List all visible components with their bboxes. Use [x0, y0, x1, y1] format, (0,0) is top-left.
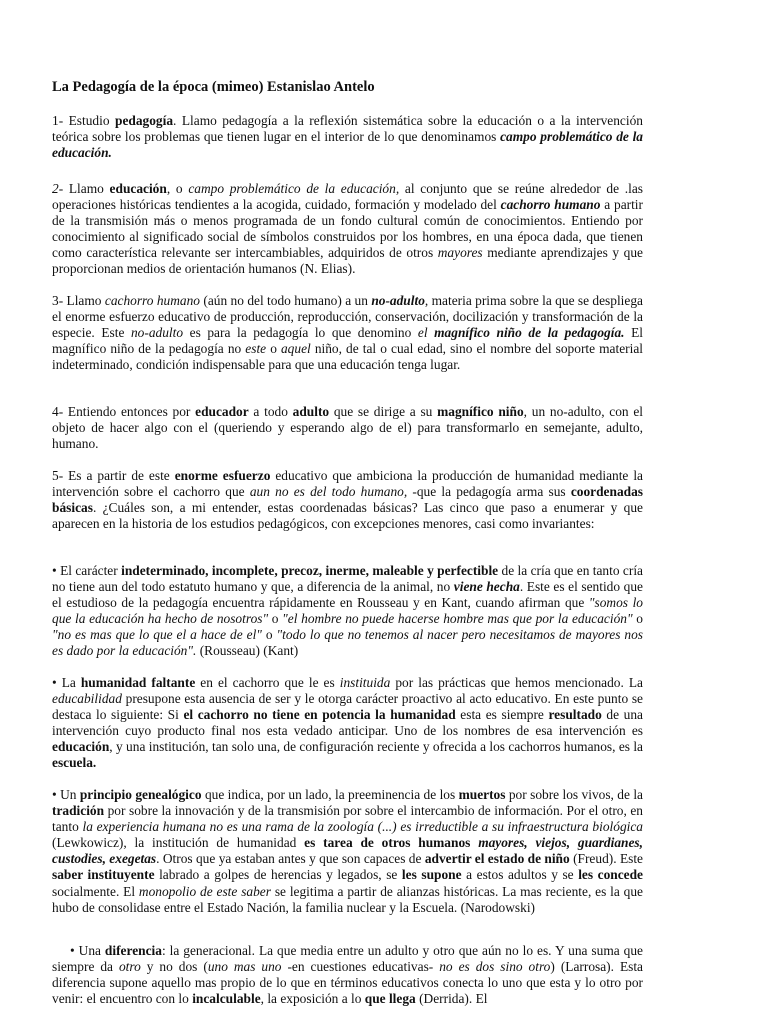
text-run: . Otros que ya estaban antes y que son capaces de: [156, 851, 425, 867]
text-run: el cachorro no tiene en potencia la humanidad: [183, 707, 456, 723]
text-run: les supone: [401, 867, 462, 883]
text-run: a todo: [248, 404, 293, 419]
text-run: la experiencia humana no es una rama de la zoología (...) es irreductible a su infraestructura biológica: [82, 819, 643, 835]
paragraph-5-coordenadas: [52, 468, 643, 532]
text-run: cachorro humano: [500, 197, 601, 213]
text-run: les concede: [578, 867, 643, 883]
text-run: , un no-adulto, con el objeto de hacer algo con el (queriendo y esperando algo de el) para transformarlo en semejante, adulto, humano.: [52, 404, 643, 452]
text-run: ) (Larrosa). Esta diferencia supone aquello mas propio de lo que en términos educativos conecta lo uno que esta y lo otro por venir: el encuentro con lo: [52, 959, 643, 1007]
text-run: el: [417, 325, 435, 341]
paragraph-3-cachorro-humano: [52, 293, 643, 373]
paragraph-9-diferencia: [52, 943, 643, 1007]
text-run: "todo lo que no tenemos al nacer pero necesitamos de mayores nos es dado por la educación".: [52, 627, 644, 659]
text-run: monopolio de este saber: [138, 883, 271, 899]
text-run: es tarea de otros humanos: [304, 835, 471, 851]
text-run: , y una institución, tan solo una, de configuración reciente y ofrecida a los cachorros humanos, es la: [109, 739, 643, 755]
text-run: pedagogía: [115, 113, 174, 128]
text-run: otro: [118, 959, 141, 975]
text-run: educativo que ambiciona la producción de humanidad mediante la intervención sobre el cachorro que: [52, 468, 644, 500]
text-run: (Derrida). El: [415, 991, 488, 1007]
text-run: resultado: [548, 707, 602, 723]
text-run: aquel: [280, 341, 311, 357]
text-run: mayores: [437, 245, 483, 261]
text-run: a partir de la transmisión más o menos programada de un fondo cultural común de conocimientos. Entiendo por conocimiento al significado social de símbolos construidos por los hombres, en una época dada, que tienen como característica relevante ser intercambiables, adquiridos de otros: [52, 197, 643, 261]
paragraph-4-educador: [52, 404, 643, 452]
text-run: , la exposición a lo: [260, 991, 365, 1007]
text-run: , materia prima sobre la que se despliega el enorme esfuerzo educativo de producción, reproducción, conservación, docilización y transformación de la especie. Este: [52, 293, 643, 341]
text-run: magnífico niño: [437, 404, 524, 419]
text-run: coordenadas básicas: [52, 484, 643, 516]
paragraph-7-humanidad-faltante: [52, 675, 643, 772]
text-run: niño, de tal o cual edad, sino el nombre del soporte material indeterminado, condición indispensable para que una educación tenga lugar.: [52, 341, 644, 373]
text-run: educación: [52, 739, 110, 755]
text-run: 1- Estudio: [52, 113, 115, 128]
text-run: , o: [166, 181, 189, 196]
text-run: (Freud). Este: [569, 851, 643, 867]
text-run: campo problemático de la educación,: [188, 181, 400, 196]
text-run: a estos adultos y se: [461, 867, 579, 883]
text-run: . Este es el sentido que el estudioso de la pedagogía encuentra rápidamente en Rousseau y en Kant, cuando afirman que: [52, 579, 643, 611]
text-run: advertir el estado de niño: [424, 851, 570, 867]
text-run: de la cría que en tanto cría no tiene aun del todo estatuto humano y que, a diferencia de la animal, no: [52, 563, 643, 595]
text-run: educador: [195, 404, 249, 419]
text-run: mayores, viejos, guardianes, custodies, exegetas: [52, 835, 643, 867]
text-run: o: [266, 341, 281, 357]
text-run: campo problemático de la educación.: [52, 129, 644, 161]
paragraph-1-estudio-pedagogia: [52, 113, 643, 161]
text-run: socialmente. El: [52, 883, 139, 899]
text-run: principio genealógico: [79, 787, 202, 802]
text-run: -en cuestiones educativas-: [281, 959, 440, 975]
text-run: humanidad faltante: [80, 675, 196, 690]
text-run: . ¿Cuáles son, a mi entender, estas coordenadas básicas? Las cinco que paso a enumerar y que aparecen en la historia de los estudios pedagógicos, con excepciones menores, casi como invariantes:: [52, 500, 643, 532]
paragraph-2-educacion: [52, 181, 643, 278]
text-run: tradición: [52, 803, 105, 819]
text-run: 4- Entiendo entonces por: [52, 404, 196, 419]
text-run: magnífico niño de la pedagogía.: [434, 325, 625, 341]
text-run: no-adulto: [371, 293, 425, 308]
text-run: educación: [109, 181, 167, 196]
text-run: viene hecha: [453, 579, 520, 595]
text-run: (Rousseau) (Kant): [196, 643, 299, 659]
document-title: La Pedagogía de la época (mimeo) Estanislao Antelo: [52, 79, 375, 95]
text-run: adulto: [292, 404, 330, 419]
text-run: y no dos (: [140, 959, 208, 975]
text-run: . Llamo pedagogía a la reflexión sistemática sobre la educación o a la intervención teórica sobre los problemas que tienen lugar en el interior de lo que denominamos: [52, 113, 643, 145]
text-run: que llega: [364, 991, 416, 1007]
text-run: educabilidad: [52, 691, 122, 707]
text-run: "somos lo que la educación ha hecho de nosotros": [52, 595, 643, 627]
text-run: diferencia: [104, 943, 162, 958]
text-run: muertos: [458, 787, 506, 802]
text-run: El magnífico niño de la pedagogía no: [52, 325, 643, 357]
paragraph-6-indeterminado: [52, 563, 643, 660]
text-run: es para la pedagogía lo que denomino: [183, 325, 418, 341]
text-run: o: [261, 627, 277, 643]
text-run: • Una: [70, 943, 105, 958]
text-run: en el cachorro que le es: [195, 675, 340, 690]
text-run: (aún no del todo humano) a un: [200, 293, 372, 308]
text-run: 5- Es a partir de este: [52, 468, 175, 483]
text-run: por sobre la innovación y de la transmisión por sobre el intercambio de información. Por el otro, en tanto: [52, 803, 643, 835]
text-run: enorme esfuerzo: [174, 468, 271, 483]
text-run: que indica, por un lado, la preeminencia de los: [201, 787, 459, 802]
text-run: Llamo: [68, 181, 110, 196]
text-run: 2-: [52, 181, 69, 196]
text-run: • El carácter: [52, 563, 122, 578]
text-run: no es dos sino otro: [439, 959, 551, 975]
text-run: "no es mas que lo que el a hace de el": [52, 627, 262, 643]
text-run: • Un: [52, 787, 80, 802]
text-run: esta es siempre: [455, 707, 549, 723]
text-run: [470, 835, 478, 850]
paragraph-8-principio-genealogico: [52, 787, 643, 916]
text-run: indeterminado, incomplete, precoz, inerme, maleable y perfectible: [121, 563, 499, 578]
text-run: labrado a golpes de herencias y legados, se: [154, 867, 402, 883]
text-run: se legitima a partir de alianzas históricas. La mas reciente, es la que hubo de consolidase entre el Estado Nación, la familia nuclear y la Escuela. (Narodowski): [52, 883, 643, 915]
text-run: saber instituyente: [52, 867, 155, 883]
text-run: uno mas uno: [207, 959, 282, 975]
text-run: escuela.: [52, 755, 97, 771]
text-run: o: [632, 611, 643, 627]
text-run: de una intervención cuyo producto final nos esta vedado anticipar. Uno de los nombres de esa intervención es: [52, 707, 643, 739]
text-run: este: [245, 341, 267, 357]
text-run: 3- Llamo: [52, 293, 105, 308]
text-run: no-adulto: [130, 325, 184, 341]
text-run: aun no es del todo humano,: [249, 484, 408, 500]
text-run: : la generacional. La que media entre un adulto y otro que aún no lo es. Y una suma que siempre da: [52, 943, 643, 975]
text-run: cachorro humano: [104, 293, 200, 308]
text-run: que se dirige a su: [329, 404, 438, 419]
text-run: por las prácticas que hemos mencionado. La: [390, 675, 643, 690]
text-run: incalculable: [192, 991, 261, 1007]
text-run: presupone esta ausencia de ser y le otorga carácter proactivo al acto educativo. En este punto se destaca lo siguiente: Si: [52, 691, 643, 723]
text-run: al conjunto que se reúne alrededor de .las operaciones históricas tendientes a la acogida, cuidado, formación y modelado del: [52, 181, 644, 213]
text-run: por sobre los vivos, de la: [505, 787, 643, 802]
text-run: (Lewkowicz), la institución de humanidad: [52, 835, 305, 851]
text-run: mediante aprendizajes y que proporcionan medios de orientación humanos (N. Elias).: [52, 245, 643, 277]
text-run: • La: [52, 675, 81, 690]
text-run: instituida: [339, 675, 391, 690]
text-run: "el hombre no puede hacerse hombre mas que por la educación": [282, 611, 633, 627]
text-run: o: [268, 611, 283, 627]
text-run: -que la pedagogía arma sus: [407, 484, 571, 500]
